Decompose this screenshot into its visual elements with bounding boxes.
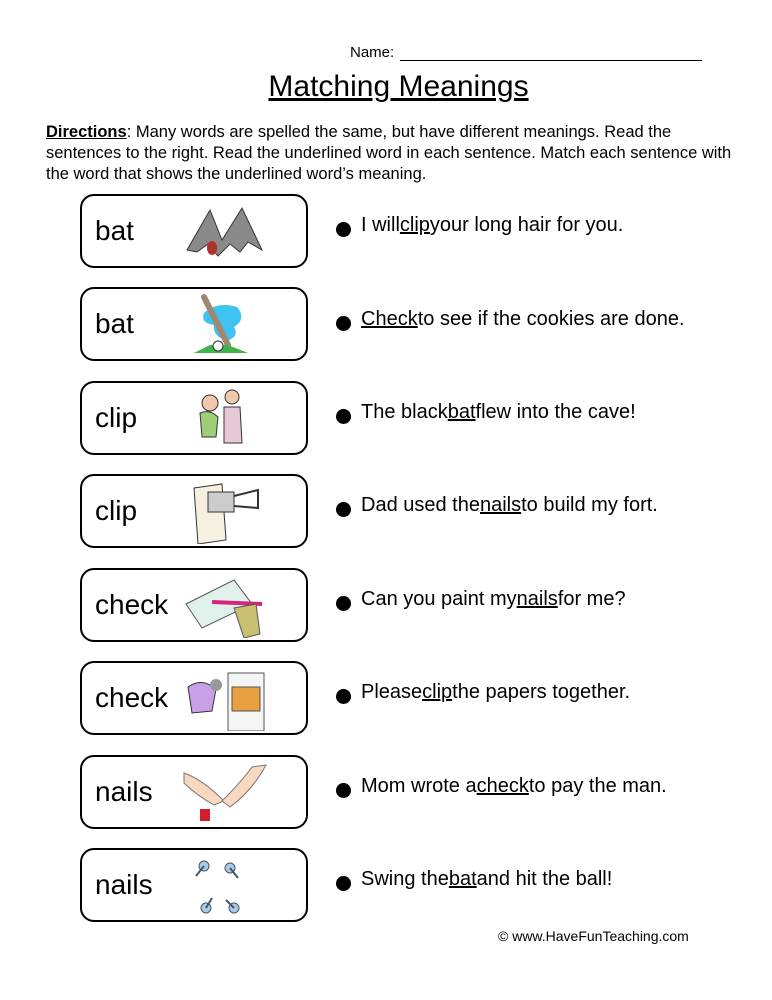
baseball-bat-icon (182, 293, 268, 357)
bat-animal-icon (182, 200, 268, 264)
card-word: clip (95, 402, 138, 433)
card-word: nails (95, 869, 153, 900)
directions (46, 122, 746, 185)
underlined-word: clip (422, 681, 453, 703)
name-field (350, 44, 702, 61)
card-word: bat (95, 308, 134, 339)
word-card[interactable] (80, 848, 308, 922)
bullet-dot[interactable] (336, 596, 351, 611)
bullet-dot[interactable] (336, 409, 351, 424)
sentence[interactable]: Please clip the papers together. (336, 681, 630, 704)
directions-text: : Many words are spelled the same, but have different meanings. Read the sentences to the right. Read the underlined word in each sentence. Match each sentence with the word that shows the underlined word’s meaning. (46, 123, 732, 183)
writing-check-icon (182, 574, 268, 638)
sentence[interactable]: I will clip your long hair for you. (336, 214, 623, 237)
card-word: check (95, 589, 169, 620)
word-card[interactable] (80, 568, 308, 642)
underlined-word: bat (448, 868, 477, 890)
copyright: © www.HaveFunTeaching.com (498, 928, 689, 944)
directions-label: Directions (46, 123, 127, 141)
card-word: bat (95, 215, 134, 246)
sentence[interactable]: Dad used the nails to build my fort. (336, 494, 658, 517)
bullet-dot[interactable] (336, 502, 351, 517)
word-card[interactable] (80, 287, 308, 361)
sentence[interactable]: Can you paint my nails for me? (336, 588, 626, 611)
card-word: clip (95, 495, 138, 526)
bullet-dot[interactable] (336, 783, 351, 798)
name-line[interactable] (400, 44, 702, 61)
card-word: nails (95, 776, 153, 807)
oven-check-icon (182, 667, 268, 731)
paper-clip-icon (182, 480, 268, 544)
underlined-word: nails (479, 494, 522, 516)
card-word: check (95, 682, 169, 713)
fingernail-polish-icon (182, 761, 268, 825)
page-title: Matching Meanings (268, 70, 529, 103)
haircut-icon (182, 387, 268, 451)
word-card[interactable] (80, 755, 308, 829)
underlined-word: Check (361, 308, 418, 330)
sentence[interactable]: Swing the bat and hit the ball! (336, 868, 612, 891)
bullet-dot[interactable] (336, 222, 351, 237)
bullet-dot[interactable] (336, 689, 351, 704)
underlined-word: bat (447, 401, 476, 423)
word-card[interactable] (80, 381, 308, 455)
word-card[interactable] (80, 661, 308, 735)
sentence[interactable]: The black bat flew into the cave! (336, 401, 636, 424)
underlined-word: clip (399, 214, 430, 236)
metal-nails-icon (182, 854, 268, 918)
sentence[interactable]: Check to see if the cookies are done. (336, 308, 685, 331)
underlined-word: check (476, 775, 529, 797)
bullet-dot[interactable] (336, 316, 351, 331)
name-label: Name: (350, 44, 395, 61)
word-card[interactable] (80, 474, 308, 548)
word-card[interactable] (80, 194, 308, 268)
bullet-dot[interactable] (336, 876, 351, 891)
underlined-word: nails (516, 588, 558, 610)
sentence[interactable]: Mom wrote a check to pay the man. (336, 775, 667, 798)
